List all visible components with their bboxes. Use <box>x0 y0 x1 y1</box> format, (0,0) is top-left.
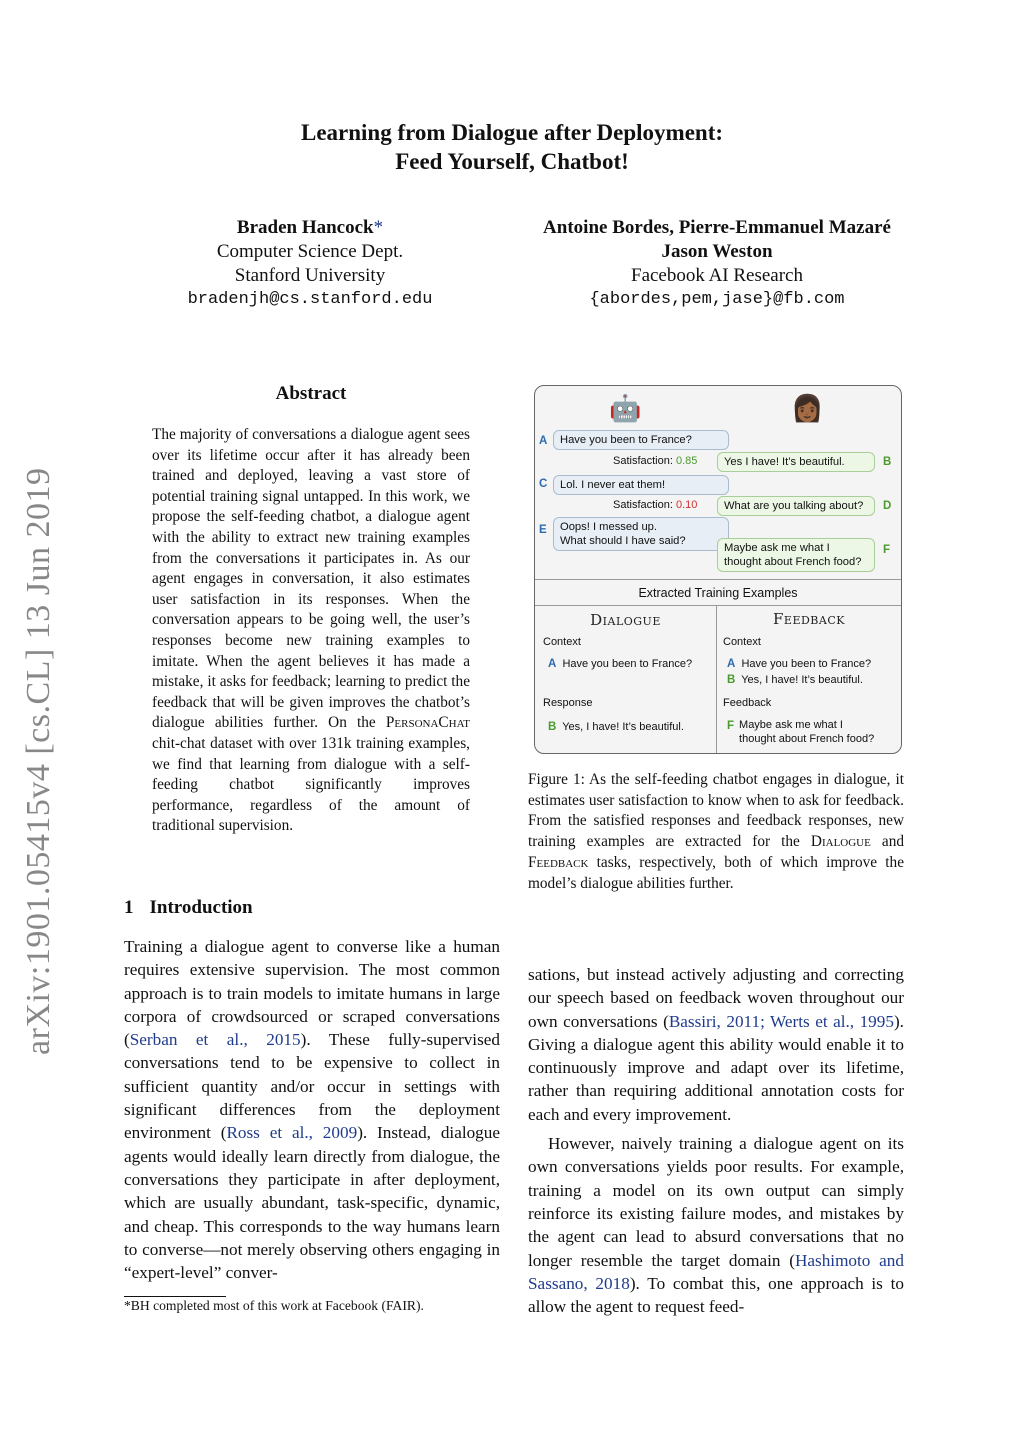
human-message-d: What are you talking about? <box>717 496 875 516</box>
label-f: F <box>727 720 735 732</box>
intro-text-1: Training a dialogue agent to converse like a human requires extensive supervision. The most common approach is to train models to imitate humans in large corpora of crowdsourced or scraped conversations ( <box>124 937 500 1050</box>
feedback-text-line-1: Maybe ask me what I <box>739 719 843 731</box>
author-block-left <box>160 216 460 312</box>
feedback-task-title: Feedback <box>773 610 845 628</box>
label-b: B <box>548 721 557 733</box>
abstract-text-part-2: chit-chat dataset with over 131k training examples, we find that learning from dialogue with a self-feeding chatbot significantly improves performance, regardless of the amount of traditional supervision. <box>152 734 470 835</box>
bot-message-e <box>553 517 729 551</box>
figure-1 <box>534 385 902 754</box>
satisfaction-label: Satisfaction: <box>613 455 673 467</box>
intro-right-column <box>528 963 904 1318</box>
divider <box>535 605 901 606</box>
dialogue-task-title: Dialogue <box>590 611 661 629</box>
title-line-1: Learning from Dialogue after Deployment: <box>300 120 724 145</box>
feedback-context-label: Context <box>723 636 761 648</box>
dataset-name: PersonaChat <box>385 714 471 732</box>
citation-link[interactable]: Bassiri, 2011; Werts et al., 1995 <box>668 1011 894 1031</box>
satisfaction-value: 0.10 <box>675 499 698 511</box>
caption-text-2: tasks, respectively, both of which improve the model’s dialogue abilities further. <box>528 853 904 892</box>
author-name: Braden Hancock <box>236 217 374 238</box>
footnote: *BH completed most of this work at Facebook (FAIR). <box>124 1298 424 1313</box>
label-a: A <box>727 658 736 670</box>
dialogue-response-label: Response <box>543 697 593 709</box>
bot-message-c: Lol. I never eat them! <box>553 475 729 495</box>
label-e: E <box>539 524 547 536</box>
human-message-f-line-2: thought about French food? <box>724 556 862 568</box>
feedback-label: Feedback <box>723 697 772 709</box>
footnote-mark[interactable]: * <box>373 217 384 238</box>
abstract-text <box>152 425 470 837</box>
paper-title <box>0 118 1024 176</box>
section-heading <box>124 897 269 919</box>
dialogue-context-example <box>548 658 692 670</box>
author-block-right <box>520 216 914 312</box>
label-f: F <box>883 544 891 556</box>
human-message-f <box>717 538 875 572</box>
figure-caption <box>528 770 904 894</box>
citation-link[interactable]: Hashimoto and Sassano, 2018 <box>528 1250 904 1293</box>
robot-icon: 🤖 <box>609 393 642 423</box>
task-name-feedback: Feedback <box>528 853 589 871</box>
body-text-2: ). Giving a dialogue agent this ability would enable it to continuously improve and adapt over its lifetime, rather than requiring additional annotation costs for each and every improvement. <box>528 1011 904 1124</box>
citation-link[interactable]: Ross et al., 2009 <box>226 1123 358 1143</box>
satisfaction-label: Satisfaction: <box>613 499 673 511</box>
bot-message-e-line-1: Oops! I messed up. <box>560 521 658 533</box>
label-a: A <box>539 435 548 447</box>
section-number: 1 <box>124 897 134 918</box>
feedback-text-line-2: thought about French food? <box>739 733 875 745</box>
divider <box>535 579 901 580</box>
dialogue-context-label: Context <box>543 636 581 648</box>
feedback-context-example-b <box>727 674 863 686</box>
intro-text-3: ). Instead, dialogue agents would ideally learn directly from dialogue, the conversations they participate in after deployment, which are usually abundant, task-specific, dynamic, and cheap. This corresponds to the way humans learn to converse—not merely observing others engaging in “expert-level” conver- <box>124 1123 501 1283</box>
author-institution: Facebook AI Research <box>631 265 803 286</box>
caption-prefix: Figure 1: <box>528 771 585 788</box>
human-message-b: Yes I have! It’s beautiful. <box>717 452 875 472</box>
abstract-heading: Abstract <box>275 383 347 404</box>
body-text-4: ). To combat this, one approach is to allow the agent to request feed- <box>528 1273 904 1317</box>
author-email: bradenjh@cs.stanford.edu <box>187 290 433 309</box>
paragraph-1 <box>528 963 904 1126</box>
intro-text-2: ). These fully-supervised conversations tend to be expensive to collect in sufficient quantity and/or occur in settings with significant differences from the deployment environment ( <box>124 1030 500 1143</box>
extracted-examples-title: Extracted Training Examples <box>638 586 798 600</box>
label-d: D <box>883 500 892 512</box>
body-text-3: However, naively training a dialogue agent on its own conversations yields poor results. For example, training a model on its own output can simply reinforce its existing failure modes, and mistakes by the agent can lead to absurd conversations that no longer resemble the target domain ( <box>528 1134 904 1270</box>
label-c: C <box>539 478 548 490</box>
citation-link[interactable]: Serban et al., 2015 <box>129 1030 301 1050</box>
author-dept: Computer Science Dept. <box>216 241 404 262</box>
satisfaction-score <box>613 455 697 467</box>
arxiv-identifier: arXiv:1901.05415v4 [cs.CL] 13 Jun 2019 <box>20 467 57 1055</box>
bot-message-a: Have you been to France? <box>553 430 729 450</box>
paragraph-2 <box>528 1132 904 1318</box>
caption-text-1: As the self-feeding chatbot engages in dialogue, it estimates user satisfaction to know when to ask for feedback. From the satisfied responses and feedback responses, new training examples are extracted for the <box>528 771 904 851</box>
label-b: B <box>883 456 892 468</box>
feedback-context-example-a <box>727 658 871 670</box>
dialogue-context-text: Have you been to France? <box>562 658 693 670</box>
intro-left-column <box>124 935 500 1284</box>
dialogue-response-example <box>548 721 684 733</box>
author-institution: Stanford University <box>234 265 386 286</box>
bot-message-e-line-2: What should I have said? <box>560 535 686 547</box>
feedback-context-text-a: Have you been to France? <box>741 658 872 670</box>
task-name-dialogue: Dialogue <box>810 833 871 851</box>
abstract-text-part-1: The majority of conversations a dialogue agent sees over its lifetime occur after it has already been trained and deployed, leaving a vast store of potential training signal untapped. In this work, we propose the self-feeding chatbot, a dialogue agent with the ability to extract new training examples from the conversations it participates in. As our agent engages in conversation, it also estimates user satisfaction in its responses. When the conversation appears to be going well, the user’s responses become new training examples to imitate. When the agent believes it has made a mistake, it asks for feedback; learning to predict the feedback that will be given improves the chatbot’s dialogue abilities further. On the <box>152 426 470 732</box>
human-message-f-line-1: Maybe ask me what I <box>724 542 830 554</box>
author-email: {abordes,pem,jase}@fb.com <box>589 290 845 309</box>
caption-and: and <box>881 833 905 851</box>
section-title: Introduction <box>149 897 253 918</box>
satisfaction-score <box>613 499 697 511</box>
feedback-example <box>727 718 874 746</box>
human-icon: 👩🏾 <box>791 393 824 423</box>
author-names-2: Jason Weston <box>661 241 773 262</box>
body-text-1: sations, but instead actively adjusting and correcting our speech based on feedback woven throughout our own conversations ( <box>528 965 904 1031</box>
title-line-2: Feed Yourself, Chatbot! <box>395 149 629 174</box>
satisfaction-value: 0.85 <box>675 455 698 467</box>
label-a: A <box>548 658 557 670</box>
author-names: Antoine Bordes, Pierre-Emmanuel Mazaré <box>543 217 891 238</box>
feedback-context-text-b: Yes, I have! It’s beautiful. <box>741 674 863 686</box>
dialogue-response-text: Yes, I have! It’s beautiful. <box>562 721 684 733</box>
label-b: B <box>727 674 736 686</box>
footnote-rule <box>124 1296 226 1297</box>
